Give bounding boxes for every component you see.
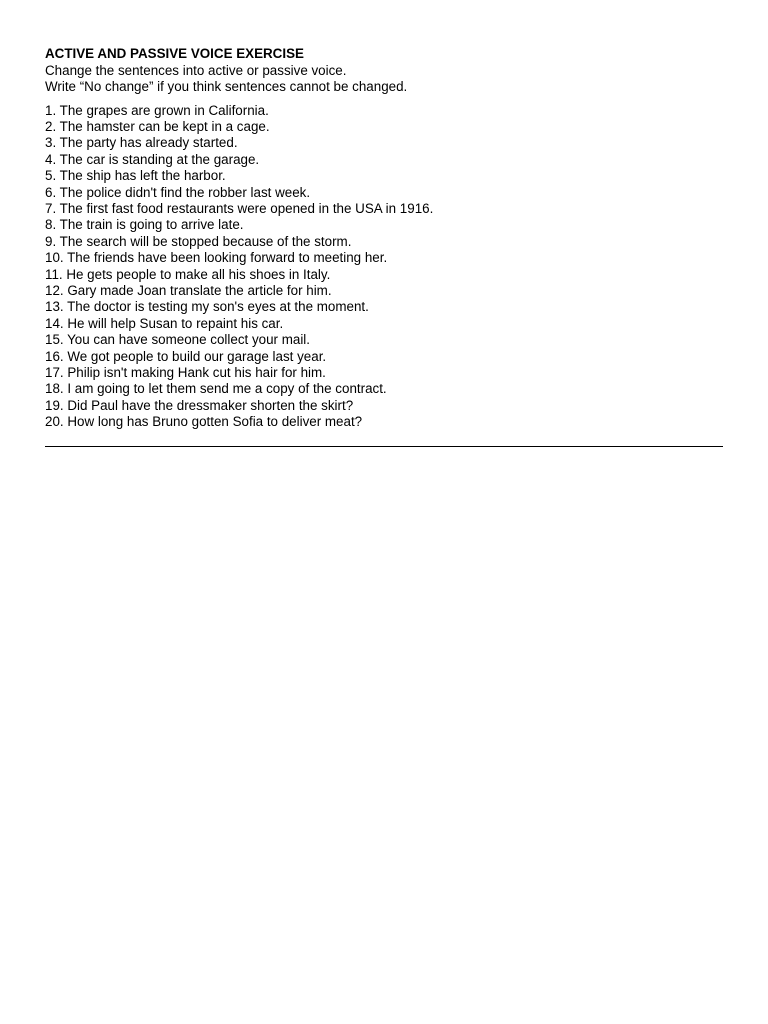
exercise-item: 20. How long has Bruno gotten Sofia to deliver meat? — [45, 414, 363, 430]
exercise-item: 16. We got people to build our garage last year. — [45, 348, 327, 364]
exercise-list — [45, 103, 723, 431]
exercise-item: 13. The doctor is testing my son's eyes at the moment. — [45, 299, 369, 315]
exercise-item: 15. You can have someone collect your mail. — [45, 332, 311, 348]
exercise-item: 11. He gets people to make all his shoes in Italy. — [45, 266, 331, 282]
exercise-item: 3. The party has already started. — [45, 135, 238, 151]
exercise-item: 9. The search will be stopped because of the storm. — [45, 233, 352, 249]
exercise-item: 12. Gary made Joan translate the article for him. — [45, 282, 332, 298]
exercise-item: 19. Did Paul have the dressmaker shorten the skirt? — [45, 397, 354, 413]
document-page — [45, 46, 723, 431]
exercise-item: 2. The hamster can be kept in a cage. — [45, 118, 270, 134]
exercise-item: 6. The police didn't find the robber last week. — [45, 184, 311, 200]
exercise-item: 17. Philip isn't making Hank cut his hair for him. — [45, 365, 326, 380]
exercise-item: 14. He will help Susan to repaint his car. — [45, 315, 284, 331]
exercise-item: 1. The grapes are grown in California. — [45, 102, 269, 118]
exercise-item: 8. The train is going to arrive late. — [45, 217, 244, 233]
instruction-line-1: Change the sentences into active or passive voice. — [45, 62, 347, 78]
instruction-line-2: Write “No change” if you think sentences cannot be changed. — [45, 79, 408, 94]
exercise-item: 10. The friends have been looking forward to meeting her. — [45, 250, 388, 266]
horizontal-divider — [45, 446, 723, 447]
exercise-item: 7. The first fast food restaurants were opened in the USA in 1916. — [45, 200, 434, 216]
exercise-item: 4. The car is standing at the garage. — [45, 151, 260, 167]
exercise-item: 5. The ship has left the harbor. — [45, 168, 226, 184]
page-title: ACTIVE AND PASSIVE VOICE EXERCISE — [45, 46, 304, 61]
exercise-item: 18. I am going to let them send me a copy of the contract. — [45, 381, 387, 397]
